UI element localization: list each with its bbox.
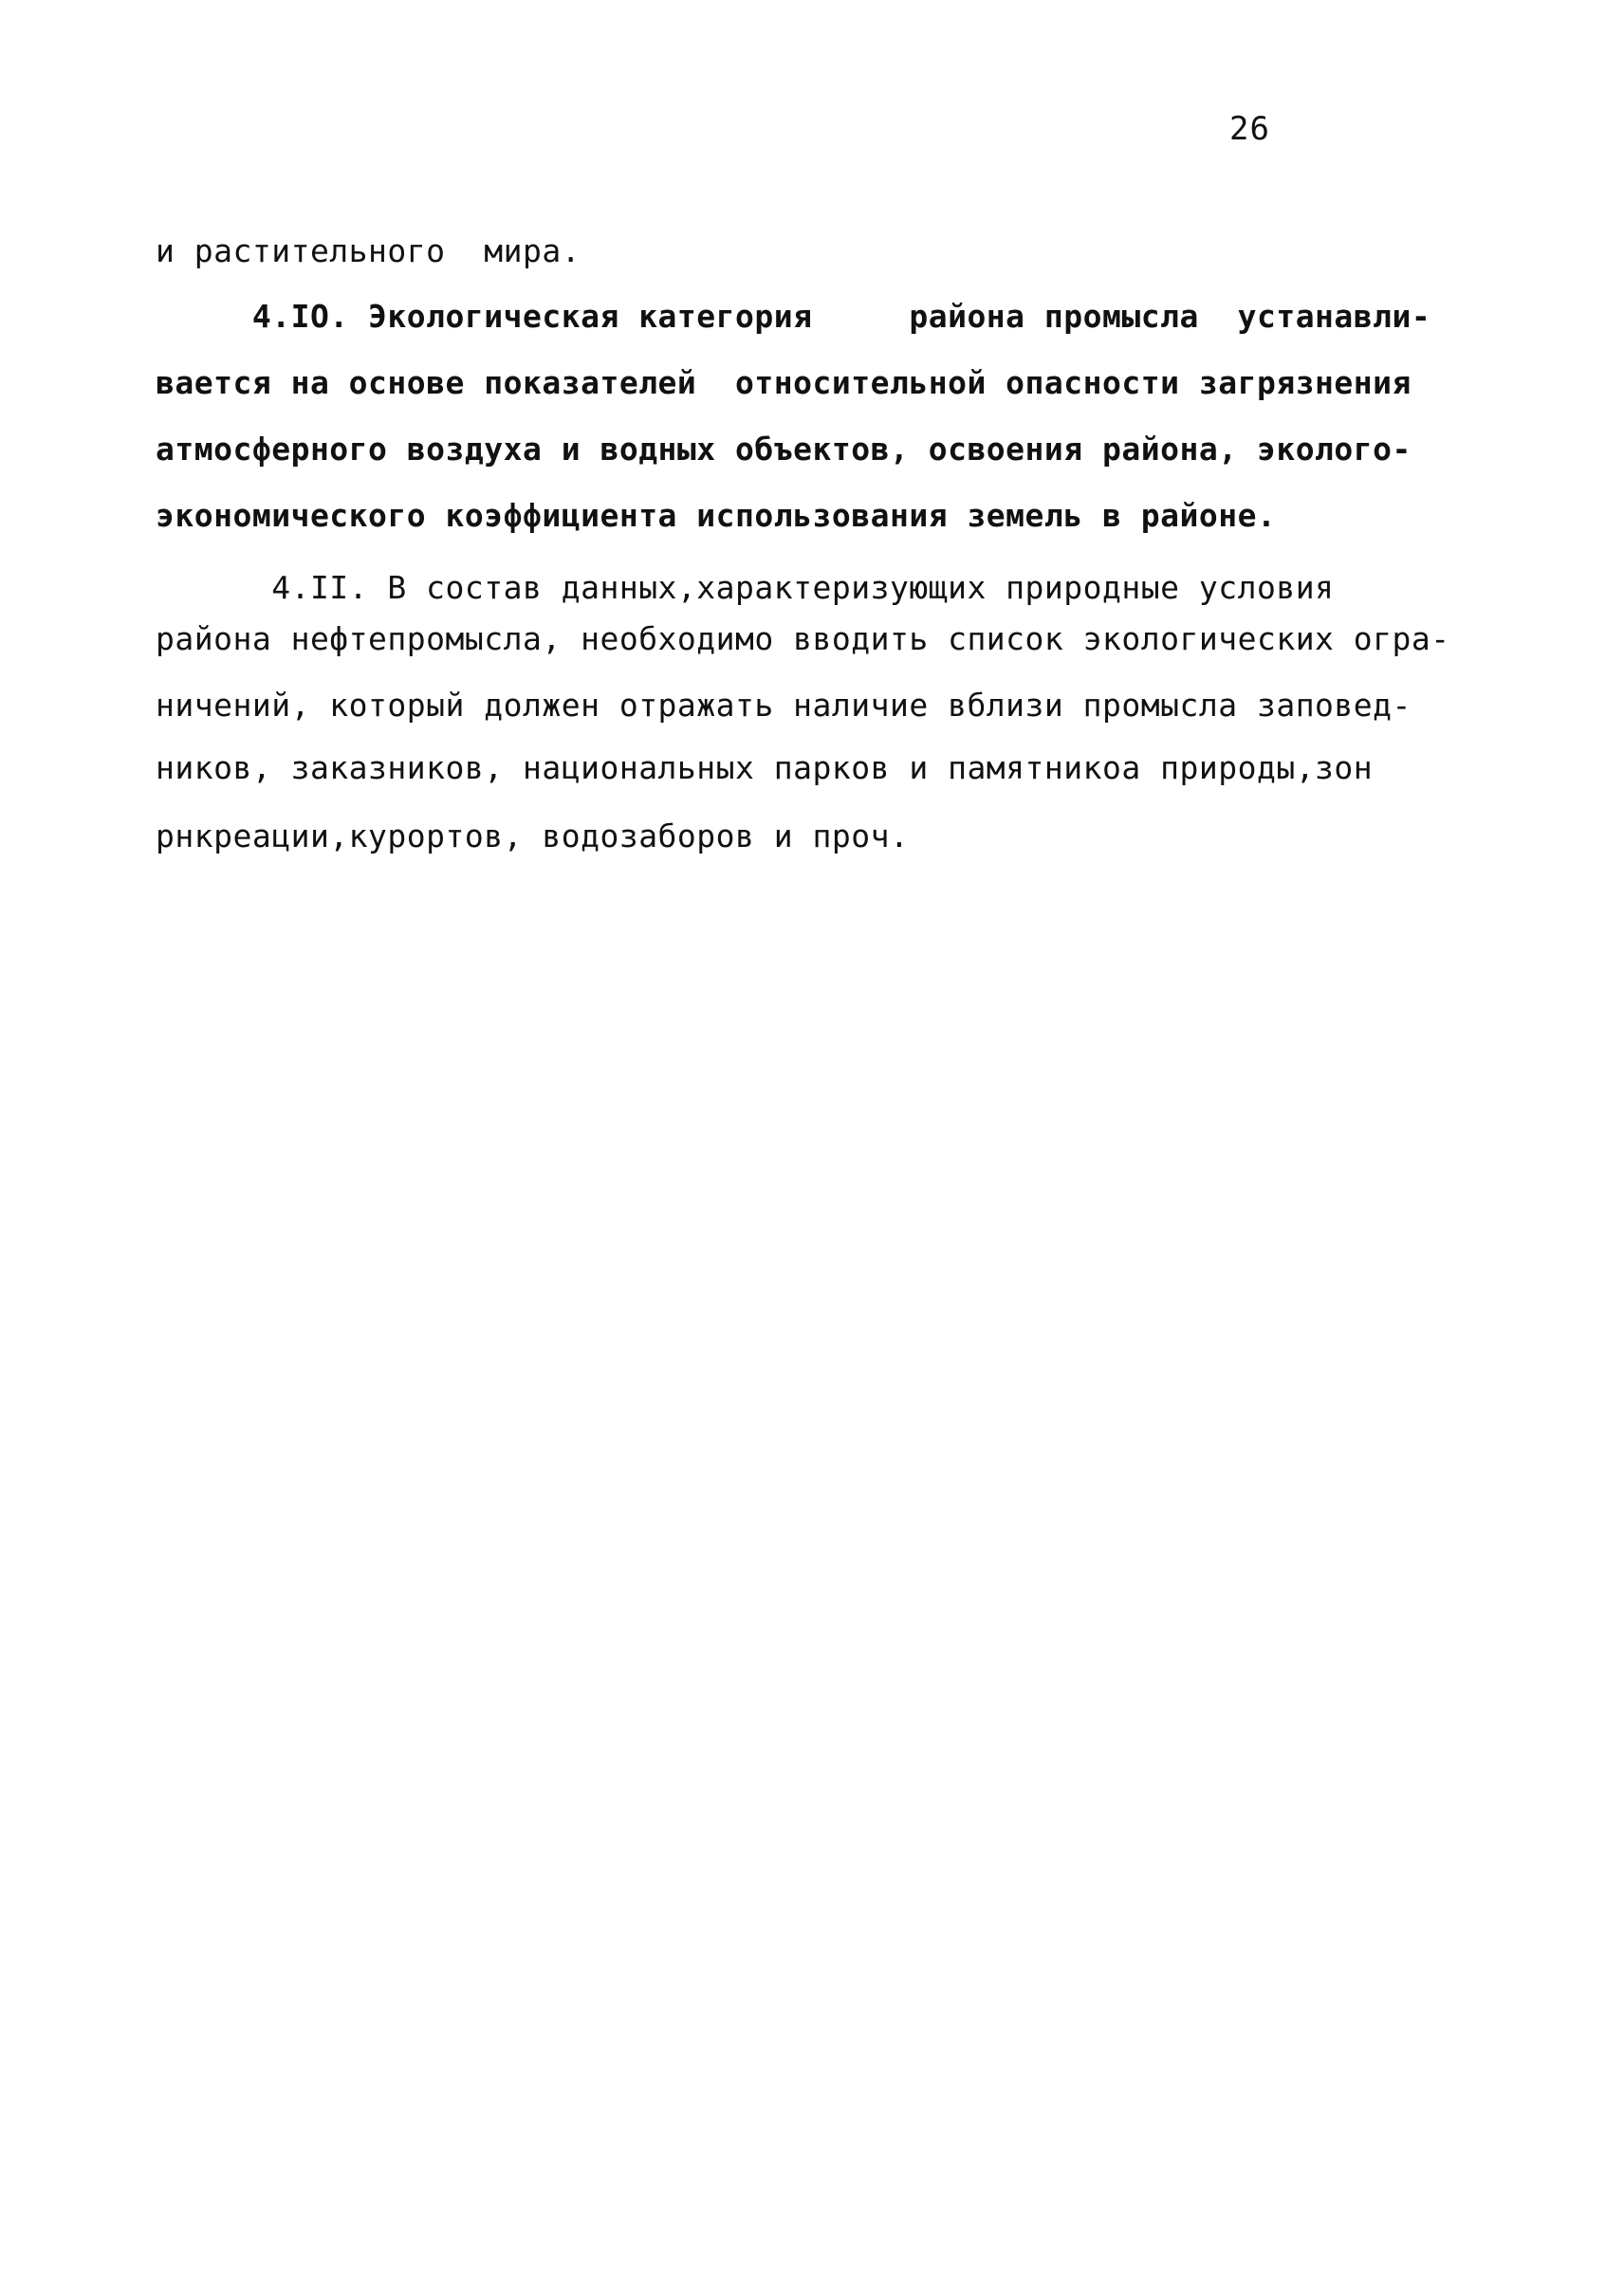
page-number: 26	[1229, 110, 1270, 148]
paragraph-4-10-line-1: 4.IO. Экологическая категория района промысла устанавли-	[156, 298, 1431, 335]
paragraph-4-11-line-3: ничений, который должен отражать наличие вблизи промысла заповед-	[156, 687, 1412, 724]
paragraph-continuation-line: и растительного мира.	[156, 232, 581, 269]
paragraph-4-11-line-5: рнкреации,курортов, водозаборов и проч.	[156, 817, 910, 854]
paragraph-4-11-line-1: 4.II. В состав данных,характеризующих природные условия	[156, 569, 1335, 606]
paragraph-4-10-line-4: экономического коэффициента использования земель в районе.	[156, 497, 1277, 534]
paragraph-4-11-line-4: ников, заказников, национальных парков и памятникоа природы,зон	[156, 749, 1374, 786]
paragraph-4-10-line-2: вается на основе показателей относительной опасности загрязнения	[156, 364, 1412, 401]
paragraph-4-10-line-3: атмосферного воздуха и водных объектов, освоения района, эколого-	[156, 431, 1412, 468]
paragraph-4-11-line-2: района нефтепромысла, необходимо вводить список экологических огра-	[156, 620, 1450, 657]
